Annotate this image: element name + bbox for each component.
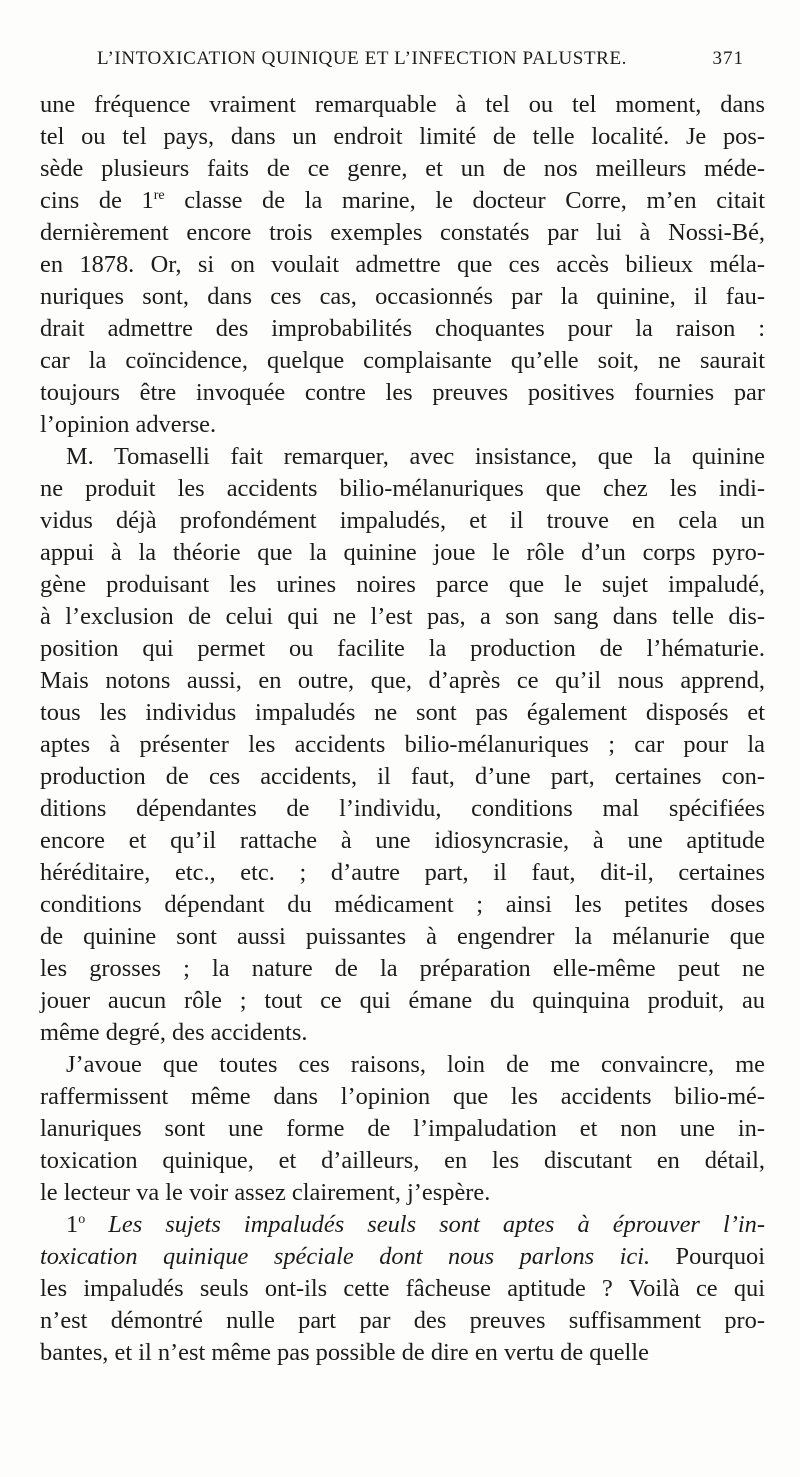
text-line: les grosses ; la nature de la préparation elle-même peut ne [40, 955, 765, 982]
text-line: encore et qu’il rattache à une idiosyncrasie, à une aptitude [40, 827, 765, 854]
text-line: toujours être invoquée contre les preuves positives fournies par [40, 379, 765, 406]
text-line: héréditaire, etc., etc. ; d’autre part, il faut, dit-il, certaines [40, 859, 765, 886]
text-line: lanuriques sont une forme de l’impaludation et non une in- [40, 1115, 765, 1142]
text-line: l’opinion adverse. [40, 411, 217, 438]
text-line: Mais notons aussi, en outre, que, d’après ce qu’il nous apprend, [40, 667, 765, 694]
text-line: tous les individus impaludés ne sont pas également disposés et [40, 699, 765, 726]
italic-text: toxication quinique spéciale dont nous parlons ici. [40, 1243, 651, 1270]
text-line: position qui permet ou facilite la production de l’hématurie. [40, 635, 765, 662]
line-text: cins de 1 [40, 187, 154, 214]
superscript: o [78, 1212, 86, 1227]
text-line: aptes à présenter les accidents bilio-mélanuriques ; car pour la [40, 731, 765, 758]
text-line: à l’exclusion de celui qui ne l’est pas, a son sang dans telle dis- [40, 603, 765, 630]
text-line: appui à la théorie que la quinine joue le rôle d’un corps pyro- [40, 539, 765, 566]
text-line: gène produisant les urines noires parce que le sujet impaludé, [40, 571, 765, 598]
text-line: M. Tomaselli fait remarquer, avec insistance, que la quinine [66, 443, 765, 470]
text-line: toxication quinique, et d’ailleurs, en les discutant en détail, [40, 1147, 765, 1174]
line-text: Pourquoi [650, 1243, 765, 1270]
text-line: sède plusieurs faits de ce genre, et un de nos meilleurs méde- [40, 155, 765, 182]
text-line: une fréquence vraiment remarquable à tel ou tel moment, dans [40, 91, 765, 118]
running-head [40, 48, 744, 78]
text-line: nuriques sont, dans ces cas, occasionnés par la quinine, il fau- [40, 283, 765, 310]
text-line: bantes, et il n’est même pas possible de dire en vertu de quelle [40, 1339, 649, 1366]
text-line: drait admettre des improbabilités choquantes pour la raison : [40, 315, 765, 342]
text-line: les impaludés seuls ont-ils cette fâcheuse aptitude ? Voilà ce qui [40, 1275, 765, 1302]
text-line: le lecteur va le voir assez clairement, j’espère. [40, 1179, 491, 1206]
text-line [40, 1241, 765, 1273]
italic-text: Les sujets impaludés seuls sont aptes à éprouver l’in- [108, 1211, 765, 1238]
text-line: jouer aucun rôle ; tout ce qui émane du quinquina produit, au [40, 987, 765, 1014]
text-line: vidus déjà profondément impaludés, et il trouve en cela un [40, 507, 765, 534]
body-text [40, 89, 765, 1369]
text-line: tel ou tel pays, dans un endroit limité de telle localité. Je pos- [40, 123, 765, 150]
line-text: classe de la marine, le docteur Corre, m’en citait [164, 187, 765, 214]
text-line: ditions dépendantes de l’individu, conditions mal spécifiées [40, 795, 765, 822]
text-line: production de ces accidents, il faut, d’une part, certaines con- [40, 763, 765, 790]
text-line: dernièrement encore trois exemples constatés par lui à Nossi-Bé, [40, 219, 765, 246]
running-title: L’INTOXICATION QUINIQUE ET L’INFECTION PALUSTRE. [97, 48, 627, 69]
text-line: ne produit les accidents bilio-mélanuriques que chez les indi- [40, 475, 765, 502]
superscript: re [153, 188, 165, 203]
page-number: 371 [712, 48, 744, 69]
line-text [85, 1211, 108, 1238]
text-line: n’est démontré nulle part par des preuves suffisamment pro- [40, 1307, 765, 1334]
text-line: en 1878. Or, si on voulait admettre que ces accès bilieux méla- [40, 251, 765, 278]
text-line: J’avoue que toutes ces raisons, loin de me convaincre, me [66, 1051, 765, 1078]
text-line: conditions dépendant du médicament ; ainsi les petites doses [40, 891, 765, 918]
text-line: même degré, des accidents. [40, 1019, 308, 1046]
line-text: 1 [66, 1211, 79, 1238]
text-line [40, 185, 765, 217]
text-line: de quinine sont aussi puissantes à engendrer la mélanurie que [40, 923, 765, 950]
text-line: car la coïncidence, quelque complaisante qu’elle soit, ne saurait [40, 347, 765, 374]
text-line [40, 1209, 765, 1241]
text-line: raffermissent même dans l’opinion que les accidents bilio-mé- [40, 1083, 765, 1110]
